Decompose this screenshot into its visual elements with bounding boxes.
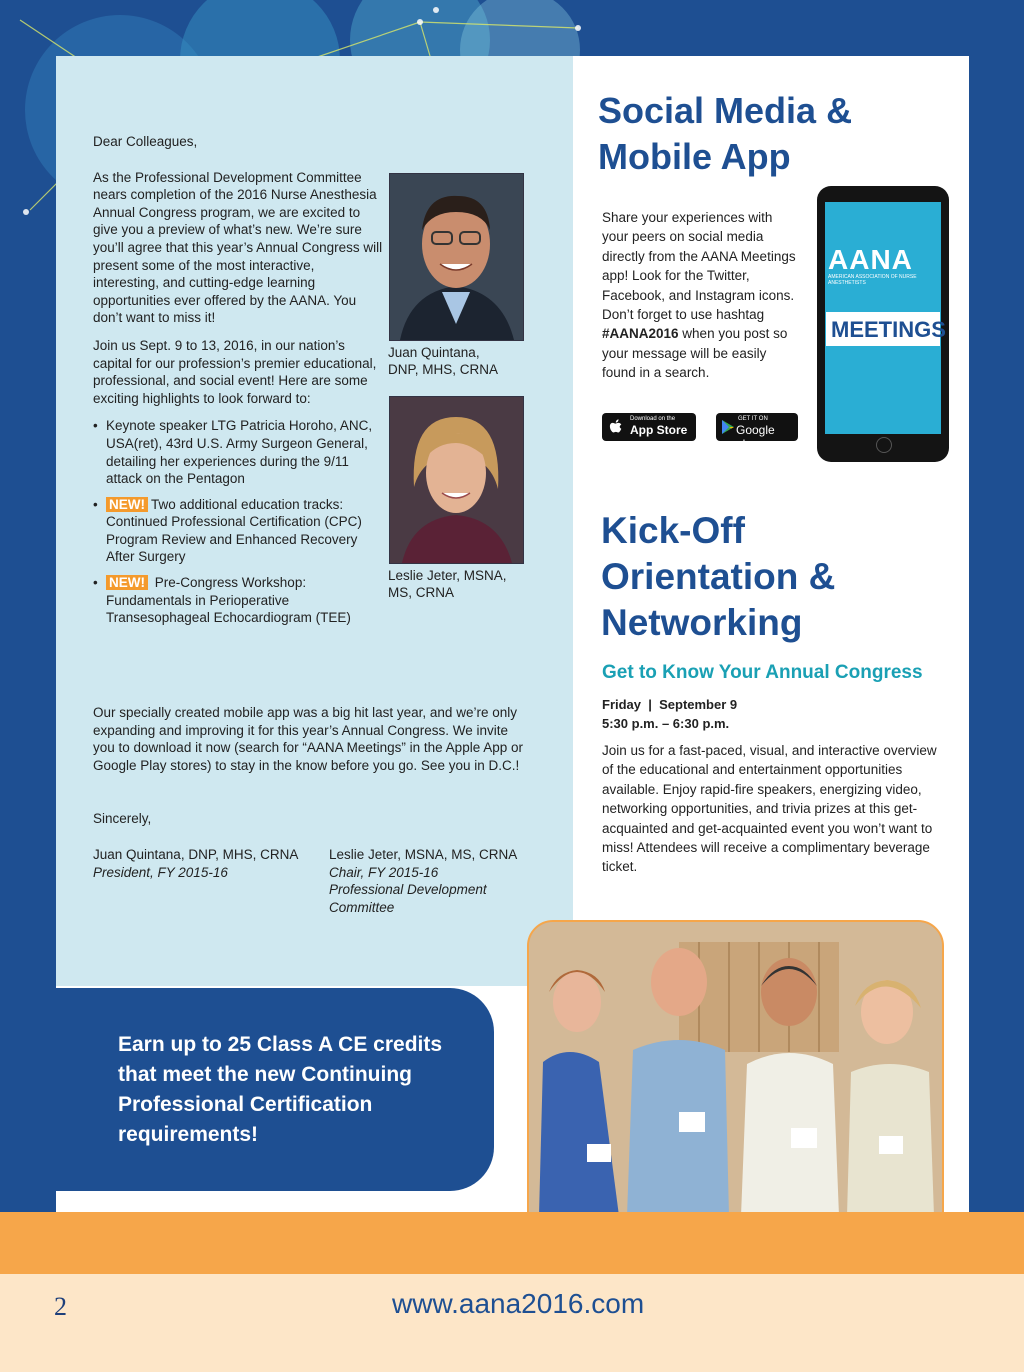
google-play-badge[interactable] xyxy=(716,413,798,451)
ce-credits-text: Earn up to 25 Class A CE credits that meet the new Continuing Professional Certification requirements! xyxy=(118,1033,443,1146)
letter-app-paragraph: Our specially created mobile app was a big hit last year, and we’re only expanding and improving it for this year’s Annual Congress. We invite you to download it now (search for “AANA Meetings” in the Apple App or Google Play stores) to stay in the know before you go. See you in D.C.! xyxy=(93,705,523,773)
social-text: when you post so your message will be easily found in a search. xyxy=(602,326,788,381)
signature-title: Professional Development xyxy=(329,882,487,898)
badge-big-text: Google play xyxy=(736,423,775,451)
letter-closing: Sincerely, xyxy=(93,811,152,826)
letter-dates: Join us Sept. 9 to 13, 2016, in our nation’s capital for our profession’s premier educational, professional, and social event! Here are some exciting highlights to look forward to: xyxy=(93,337,377,406)
app-store-badge[interactable] xyxy=(602,413,696,441)
heading-line: Kick-Off xyxy=(601,510,745,551)
signature-title: Chair, FY 2015-16 xyxy=(329,864,439,880)
kickoff-subheading: Get to Know Your Annual Congress xyxy=(602,662,923,683)
social-body xyxy=(602,208,802,383)
signature-name: Leslie Jeter, MSNA, MS, CRNA xyxy=(329,847,518,862)
signature-president xyxy=(93,846,298,881)
caption-line: Leslie Jeter, MSNA, xyxy=(388,568,507,583)
heading-line: Social Media & xyxy=(598,90,853,131)
bullet-text: Keynote speaker LTG Patricia Horoho, ANC, USA(ret), 43rd U.S. Army Surgeon General, detailing her experiences during the 9/11 attack on the Pentagon xyxy=(106,418,373,487)
letter-salutation: Dear Colleagues, xyxy=(93,134,198,149)
new-badge: NEW! xyxy=(106,575,148,590)
bullet-text: Pre-Congress Workshop: Fundamentals in Perioperative Transesophageal Echocardiogram (TEE) xyxy=(106,575,351,626)
kickoff-heading xyxy=(601,508,921,646)
google-play-icon xyxy=(721,419,735,435)
juan-quintana-photo xyxy=(389,173,524,341)
badge-small-text: Download on the xyxy=(630,416,676,422)
social-heading xyxy=(598,88,918,180)
aana-association-text: AMERICAN ASSOCIATION OF NURSE ANESTHETISTS xyxy=(828,274,917,286)
kickoff-datetime xyxy=(602,695,737,733)
heading-line: Mobile App xyxy=(598,136,791,177)
kickoff-body: Join us for a fast-paced, visual, and interactive overview of the educational and entertainment opportunities available. Enjoy rapid-fire speakers, energizing video, networking opportunities, and trivia prizes at this get-acquainted and get-acquainted event you won’t want to miss! Attendees will receive a complimentary beverage ticket. xyxy=(602,743,937,875)
apple-icon xyxy=(609,419,622,435)
highlights-list xyxy=(93,417,383,627)
signature-name: Juan Quintana, DNP, MHS, CRNA xyxy=(93,847,299,862)
phone-home-button xyxy=(876,437,892,453)
badge-big-text: App Store xyxy=(630,423,688,437)
hashtag: #AANA2016 xyxy=(602,326,679,342)
event-time: 5:30 p.m. – 6:30 p.m. xyxy=(602,716,730,731)
signature-title: Committee xyxy=(329,899,395,915)
orange-band xyxy=(0,1212,1024,1274)
social-text: Share your experiences with your peers on social media directly from the AANA Meetings app! Look for the Twitter, Facebook, and Instagram icons. Don’t forget to use hashtag xyxy=(602,210,796,323)
list-item xyxy=(93,496,383,566)
list-item xyxy=(93,417,383,487)
meetings-text: MEETINGS xyxy=(831,317,946,342)
group-photo xyxy=(527,920,944,1218)
website-link[interactable]: www.aana2016.com xyxy=(392,1288,645,1319)
list-item xyxy=(93,574,383,627)
letter-intro: As the Professional Development Committee nears completion of the 2016 Nurse Anesthesia Annual Congress program, we are excited to give you a preview of what’s new. We’re sure you’ll agree that this year’s Annual Congress will present some of the most interactive, interesting, and cutting-edge learning opportunities ever offered by the AANA. You don’t want to miss it! xyxy=(93,169,383,326)
heading-line: Networking xyxy=(601,602,803,643)
bullet-text: Two additional education tracks: Continued Professional Certification (CPC) Program Review and Enhanced Recovery After Surgery xyxy=(106,496,362,565)
signature-title: President, FY 2015-16 xyxy=(93,864,228,880)
leslie-jeter-photo xyxy=(389,396,524,564)
letter-body xyxy=(93,133,383,635)
aana-logo: AANA xyxy=(828,244,913,275)
badge-small-text: GET IT ON xyxy=(738,416,768,422)
event-date: Friday | September 9 xyxy=(602,697,738,712)
page-number: 2 xyxy=(54,1292,67,1321)
caption-line: Juan Quintana, xyxy=(388,345,480,360)
caption-line: DNP, MHS, CRNA xyxy=(388,362,499,377)
new-badge: NEW! xyxy=(106,497,148,512)
signature-chair xyxy=(329,846,517,916)
photo-caption-leslie xyxy=(388,567,507,601)
caption-line: MS, CRNA xyxy=(388,585,455,600)
photo-caption-juan xyxy=(388,344,498,378)
heading-line: Orientation & xyxy=(601,556,836,597)
